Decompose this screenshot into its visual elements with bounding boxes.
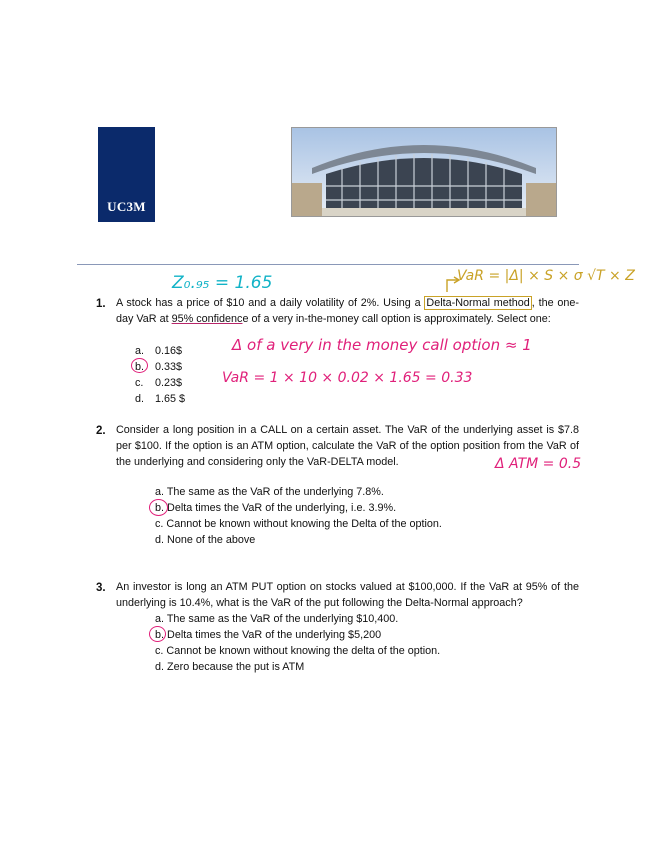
- question-1-text: [116, 295, 579, 327]
- option-item[interactable]: [135, 343, 185, 359]
- option-item[interactable]: [155, 659, 440, 675]
- question-1-text-part3: e of a very in-the-money call option is approximately. Select one:: [242, 313, 551, 325]
- handwritten-delta-atm: Δ ATM = 0.5: [495, 456, 582, 472]
- option-letter: b.: [155, 502, 165, 514]
- option-letter: b.: [135, 361, 145, 373]
- question-1-text-part2: , the one-day VaR at: [116, 297, 580, 325]
- selected-answer-circle: [131, 358, 148, 373]
- option-text: None of the above: [167, 534, 256, 546]
- option-letter: d.: [155, 661, 165, 673]
- option-text: 1.65 $: [155, 393, 186, 405]
- question-1-options: [135, 343, 185, 407]
- selected-answer-circle: [149, 626, 166, 642]
- option-item[interactable]: [155, 643, 440, 659]
- option-text: Cannot be known without knowing the delta of the option.: [166, 645, 441, 657]
- option-letter: c.: [155, 518, 164, 530]
- question-2-options: [155, 484, 442, 548]
- option-item[interactable]: [155, 611, 440, 627]
- option-item[interactable]: [135, 391, 185, 407]
- option-item[interactable]: [155, 627, 440, 643]
- option-text: Delta times the VaR of the underlying, i.e. 3.9%.: [167, 502, 397, 514]
- option-item[interactable]: [155, 516, 442, 532]
- option-text: The same as the VaR of the underlying 7.8%.: [166, 486, 384, 498]
- option-letter: b.: [155, 629, 165, 641]
- option-item[interactable]: [135, 375, 185, 391]
- question-3-number: 3.: [96, 582, 106, 594]
- building-illustration: [292, 128, 556, 216]
- option-letter: d.: [155, 534, 165, 546]
- handwritten-z-value: Z₀.₉₅ = 1.65: [172, 273, 273, 293]
- option-letter: d.: [135, 393, 145, 405]
- question-3-text: An investor is long an ATM PUT option on stocks valued at $100,000. If the VaR at 95% of the underlying is 10.4%, what is the VaR of the put following the Delta-Normal approach?: [116, 581, 579, 609]
- uc3m-logo: [98, 127, 155, 222]
- option-text: Cannot be known without knowing the Delta of the option.: [166, 518, 442, 530]
- confidence-underline: 95% confidenc: [171, 313, 243, 325]
- option-letter: c.: [135, 377, 144, 389]
- option-letter: a.: [155, 486, 165, 498]
- option-text: Zero because the put is ATM: [167, 661, 305, 673]
- handwritten-delta-note: Δ of a very in the money call option ≈ 1: [232, 336, 532, 354]
- question-1-text-part1: A stock has a price of $10 and a daily volatility of 2%. Using a: [116, 297, 425, 309]
- option-text: 0.16$: [155, 345, 183, 357]
- delta-normal-highlight: Delta-Normal method: [426, 297, 530, 309]
- option-item[interactable]: [155, 500, 442, 516]
- question-2-number: 2.: [96, 425, 106, 437]
- logo-text: UC3M: [107, 199, 146, 214]
- header-divider: [77, 264, 579, 265]
- option-text: The same as the VaR of the underlying $10,400.: [166, 613, 399, 625]
- option-letter: c.: [155, 645, 164, 657]
- option-item[interactable]: [155, 532, 442, 548]
- option-text: Delta times the VaR of the underlying $5,200: [167, 629, 382, 641]
- option-text: 0.23$: [155, 377, 183, 389]
- handwritten-var-calc: VaR = 1 × 10 × 0.02 × 1.65 = 0.33: [222, 370, 473, 386]
- option-letter: a.: [155, 613, 165, 625]
- option-text: 0.33$: [155, 361, 183, 373]
- question-3-options: [155, 611, 440, 675]
- building-photo: [291, 127, 557, 217]
- option-letter: a.: [135, 345, 145, 357]
- handwritten-var-formula: VaR = |Δ| × S × σ √T × Z: [457, 268, 635, 284]
- selected-answer-circle: [149, 499, 168, 516]
- question-2-text: Consider a long position in a CALL on a certain asset. The VaR of the underlying asset is $7.8 per $100. If the option is an ATM option, calculate the VaR of the option position from the VaR of the underlying and considering only the VaR-DELTA model.: [116, 424, 579, 468]
- question-1-number: 1.: [96, 298, 106, 310]
- option-item[interactable]: [155, 484, 442, 500]
